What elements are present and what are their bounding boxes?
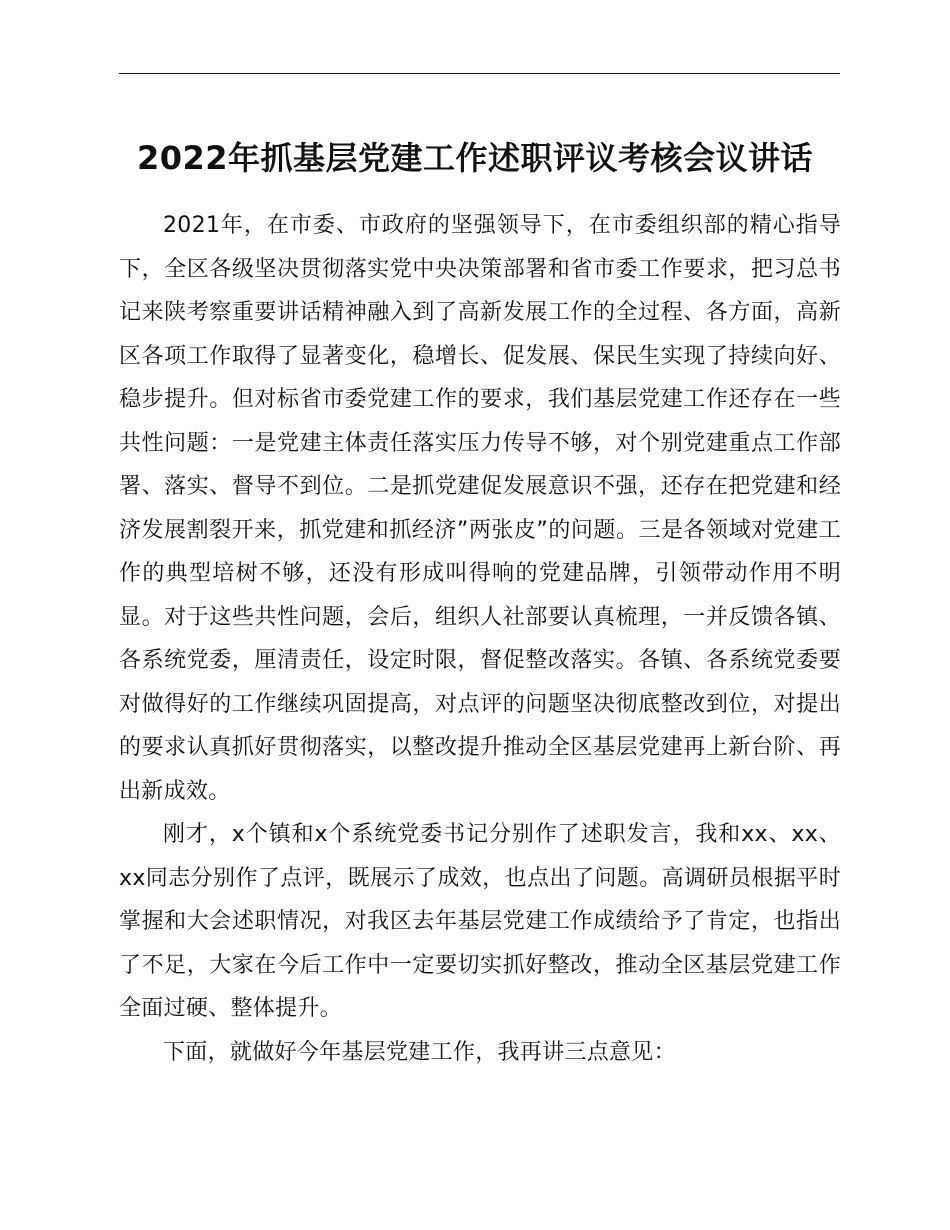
paragraph-1: 2021年，在市委、市政府的坚强领导下，在市委组织部的精心指导下，全区各级坚决贯彻落实党中央决策部署和省市委工作要求，把习总书记来陕考察重要讲话精神融入到了高新发展工作的全过程、各方面，高新区各项工作取得了显著变化，稳增长、促发展、保民生实现了持续向好、稳步提升。但对标省市委党建工作的要求，我们基层党建工作还存在一些共性问题：一是党建主体责任落实压力传导不够，对个别党建重点工作部署、落实、督导不到位。二是抓党建促发展意识不强，还存在把党建和经济发展割裂开来，抓党建和抓经济”两张皮”的问题。三是各领域对党建工作的典型培树不够，还没有形成叫得响的党建品牌，引领带动作用不明显。对于这些共性问题，会后，组织人社部要认真梳理，一并反馈各镇、各系统党委，厘清责任，设定时限，督促整改落实。各镇、各系统党委要对做得好的工作继续巩固提高，对点评的问题坚决彻底整改到位，对提出的要求认真抓好贯彻落实，以整改提升推动全区基层党建再上新台阶、再出新成效。 <box>119 213 841 804</box>
document-body <box>119 204 841 1074</box>
paragraph-2: 刚才，x个镇和x个系统党委书记分别作了述职发言，我和xx、xx、xx同志分别作了点评，既展示了成效，也点出了问题。高调研员根据平时掌握和大会述职情况，对我区去年基层党建工作成绩给予了肯定，也指出了不足，大家在今后工作中一定要切实抓好整改，推动全区基层党建工作全面过硬、整体提升。 <box>119 822 841 1021</box>
document-title: 2022年抓基层党建工作述职评议考核会议讲话 <box>136 139 814 177</box>
header-rule <box>119 73 840 74</box>
paragraph-3: 下面，就做好今年基层党建工作，我再讲三点意见： <box>163 1039 676 1065</box>
